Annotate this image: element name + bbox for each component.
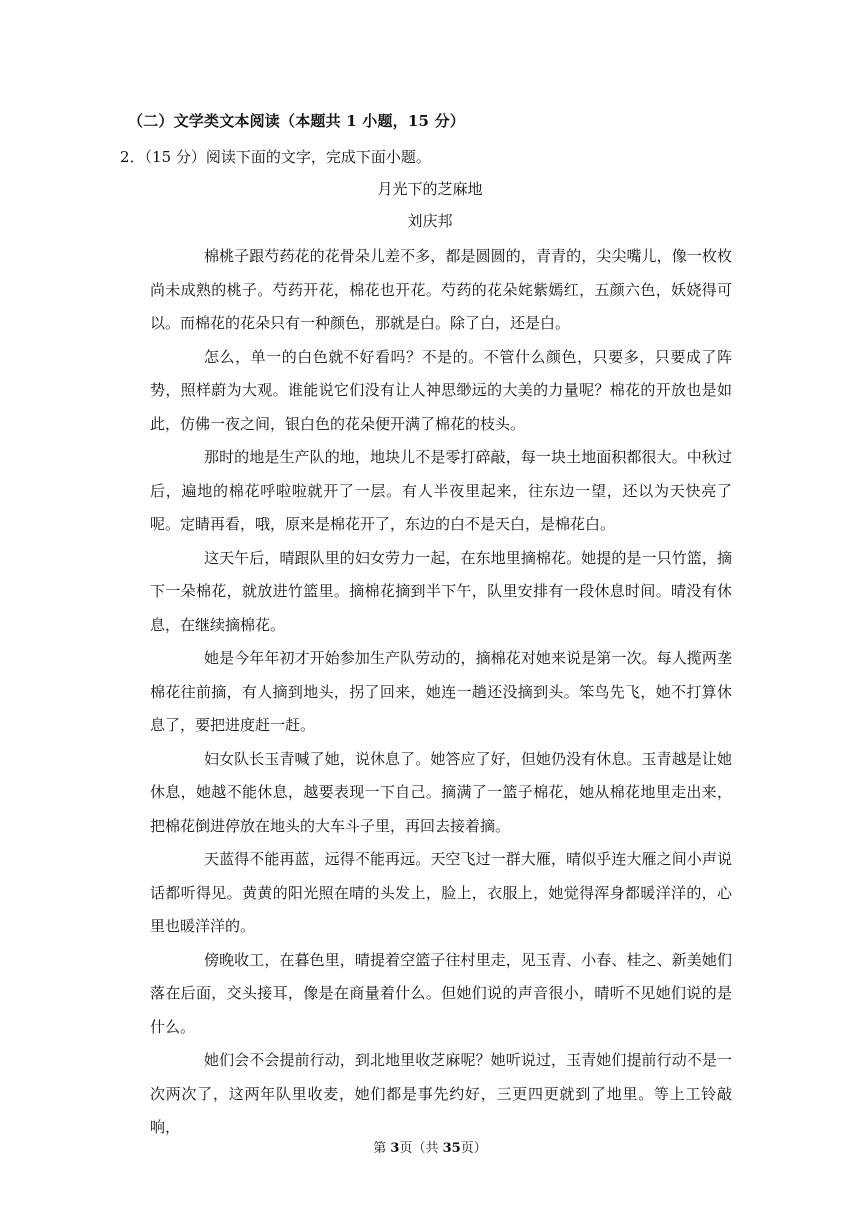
total-pages: 35 xyxy=(442,1141,461,1156)
paragraph: 天蓝得不能再蓝，远得不能再远。天空飞过一群大雁，晴似乎连大雁之间小声说话都听得见。黄黄的阳光照在晴的头发上，脸上，衣服上，她觉得浑身都暖洋洋的，心里也暖洋洋的。 xyxy=(150,850,732,935)
question-prompt: （15 分）阅读下面的文字，完成下面小题。 xyxy=(144,148,431,166)
article-body xyxy=(150,240,732,1145)
paragraph: 傍晚收工，在暮色里，晴提着空篮子往村里走，见玉青、小春、桂之、新美她们落在后面，交头接耳，像是在商量着什么。但她们说的声音很小，晴听不见她们说的是什么。 xyxy=(150,950,732,1036)
paragraph: 这天午后，晴跟队里的妇女劳力一起，在东地里摘棉花。她提的是一只竹篮，摘下一朵棉花，就放进竹篮里。摘棉花摘到半下午，队里安排有一段休息时间。晴没有休息，在继续摘棉花。 xyxy=(150,548,732,634)
footer-prefix: 第 xyxy=(373,1141,391,1156)
page-number: 3 xyxy=(390,1141,400,1156)
article-title: 月光下的芝麻地 xyxy=(377,180,483,198)
paragraph: 她是今年年初才开始参加生产队劳动的，摘棉花对她来说是第一次。每人揽两垄棉花往前摘，有人摘到地头，拐了回来，她连一趟还没摘到头。笨鸟先飞，她不打算休息了，要把进度赶一赶。 xyxy=(150,649,732,734)
paragraph: 棉桃子跟芍药花的花骨朵儿差不多，都是圆圆的，青青的，尖尖嘴儿，像一枚枚尚未成熟的桃子。芍药开花，棉花也开花。芍药的花朵姹紫嫣红，五颜六色，妖娆得可以。而棉花的花朵只有一种颜色，那就是白。除了白，还是白。 xyxy=(150,247,732,332)
question-number: 2． xyxy=(120,148,145,166)
footer-middle: 页（共 xyxy=(399,1141,443,1156)
paragraph: 那时的地是生产队的地，地块儿不是零打碎敲，每一块土地面积都很大。中秋过后，遍地的棉花呼啦啦就开了一层。有人半夜里起来，往东边一望，还以为天快亮了呢。定睛再看，哦，原来是棉花开了，东边的白不是天白，是棉花白。 xyxy=(150,448,732,533)
page-footer xyxy=(0,1137,860,1156)
paragraph: 怎么，单一的白色就不好看吗？不是的。不管什么颜色，只要多，只要成了阵势，照样蔚为大观。谁能说它们没有让人神思缈远的大美的力量呢？棉花的开放也是如此，仿佛一夜之间，银白色的花朵便开满了棉花的枝头。 xyxy=(150,347,732,433)
question-line xyxy=(120,146,431,167)
paragraph: 妇女队长玉青喊了她，说休息了。她答应了好，但她仍没有休息。玉青越是让她休息，她越不能休息，越要表现一下自己。摘满了一篮子棉花，她从棉花地里走出来，把棉花倒进停放在地头的大车斗子里，再回去接着摘。 xyxy=(150,749,732,835)
footer-suffix: 页） xyxy=(460,1141,487,1156)
paragraph: 她们会不会提前行动，到北地里收芝麻呢？她听说过，玉青她们提前行动不是一次两次了，这两年队里收麦，她们都是事先约好，三更四更就到了地里。等上工铃敲响， xyxy=(150,1051,732,1136)
article-author: 刘庆邦 xyxy=(407,212,453,230)
section-heading: （二）文学类文本阅读（本题共 1 小题，15 分） xyxy=(128,112,465,130)
